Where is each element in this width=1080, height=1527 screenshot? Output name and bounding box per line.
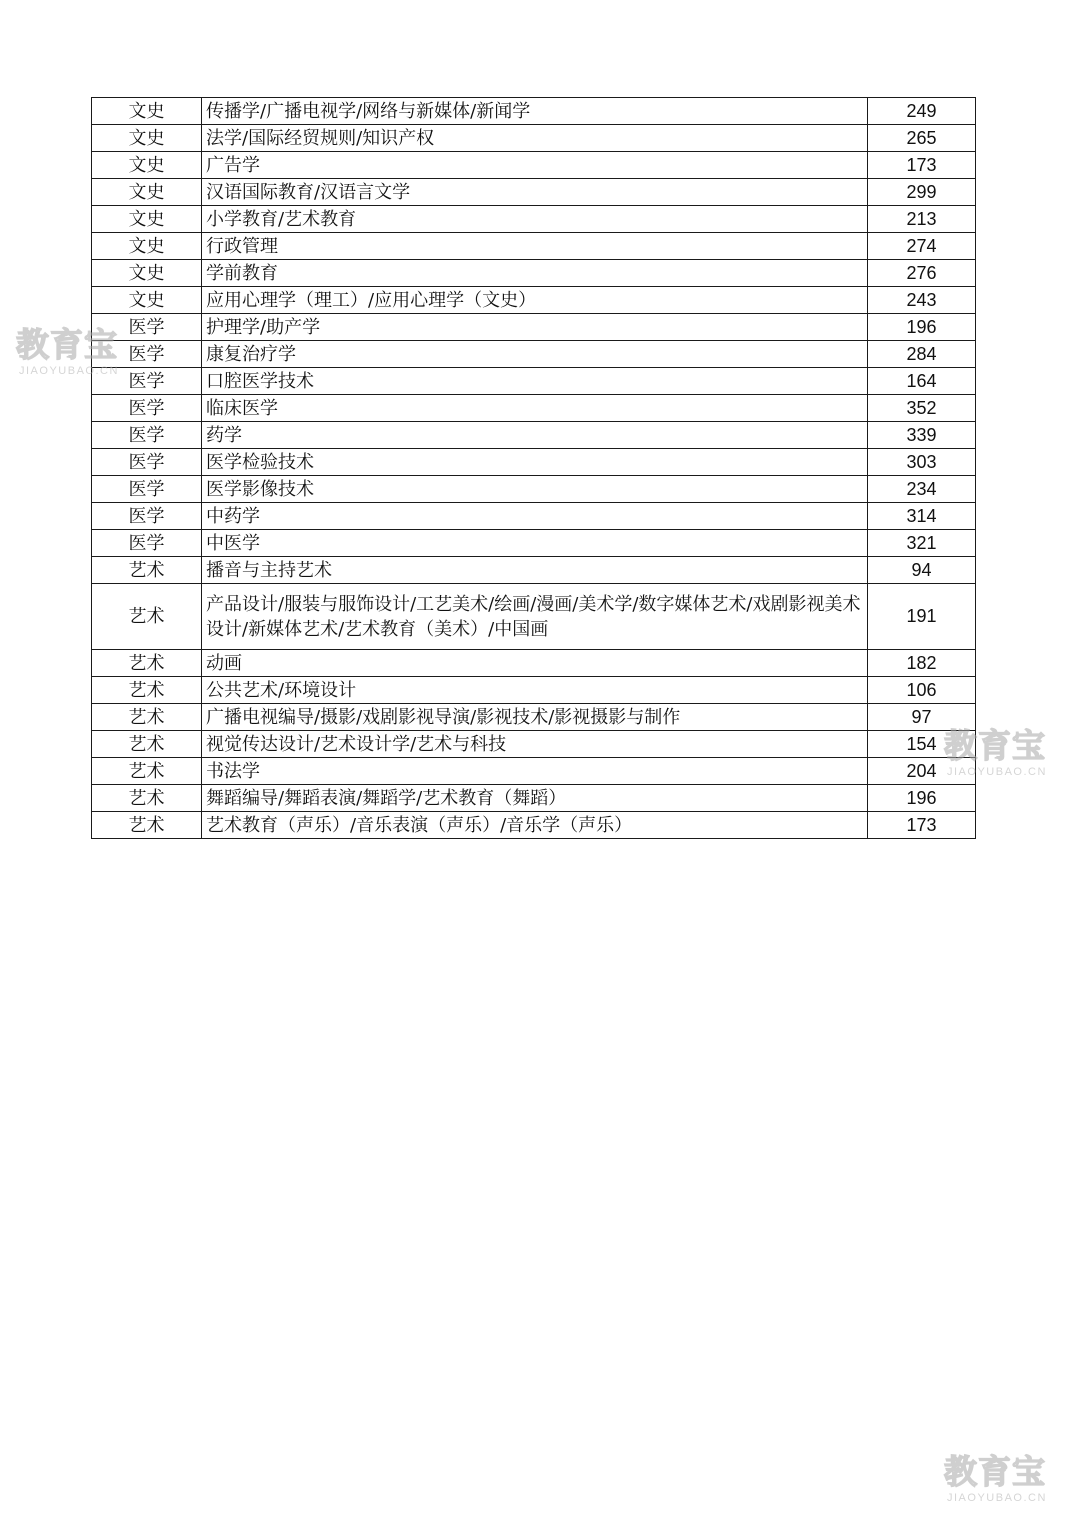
table-row [92, 125, 976, 152]
category-cell: 艺术 [92, 812, 202, 839]
watermark-url: JIAOYUBAO.CN [947, 766, 1047, 778]
table-row [92, 260, 976, 287]
table-row [92, 758, 976, 785]
category-cell: 艺术 [92, 785, 202, 812]
score-cell: 196 [868, 785, 976, 812]
major-cell: 药学 [202, 422, 868, 449]
table-row [92, 395, 976, 422]
category-cell: 文史 [92, 233, 202, 260]
table-row [92, 812, 976, 839]
watermark-text: 教育宝 [944, 1452, 1046, 1491]
score-table-body [92, 98, 976, 839]
major-cell: 广播电视编导/摄影/戏剧影视导演/影视技术/影视摄影与制作 [202, 704, 868, 731]
score-table [91, 97, 976, 839]
major-cell: 临床医学 [202, 395, 868, 422]
score-cell: 191 [868, 584, 976, 650]
table-row [92, 503, 976, 530]
watermark-logo [944, 1453, 1064, 1517]
score-cell: 196 [868, 314, 976, 341]
score-cell: 249 [868, 98, 976, 125]
category-cell: 文史 [92, 260, 202, 287]
table-row [92, 179, 976, 206]
score-cell: 204 [868, 758, 976, 785]
watermark-text: 教育宝 [16, 325, 118, 364]
table-row [92, 206, 976, 233]
watermark-url: JIAOYUBAO.CN [947, 1492, 1047, 1504]
category-cell: 艺术 [92, 731, 202, 758]
major-cell: 康复治疗学 [202, 341, 868, 368]
score-cell: 321 [868, 530, 976, 557]
table-row [92, 650, 976, 677]
major-cell: 小学教育/艺术教育 [202, 206, 868, 233]
category-cell: 文史 [92, 287, 202, 314]
score-cell: 314 [868, 503, 976, 530]
category-cell: 医学 [92, 314, 202, 341]
major-cell: 法学/国际经贸规则/知识产权 [202, 125, 868, 152]
category-cell: 文史 [92, 98, 202, 125]
score-cell: 299 [868, 179, 976, 206]
category-cell: 医学 [92, 422, 202, 449]
major-cell: 舞蹈编导/舞蹈表演/舞蹈学/艺术教育（舞蹈） [202, 785, 868, 812]
watermark-url: JIAOYUBAO.CN [19, 365, 119, 377]
category-cell: 艺术 [92, 758, 202, 785]
category-cell: 医学 [92, 476, 202, 503]
score-cell: 243 [868, 287, 976, 314]
major-cell: 汉语国际教育/汉语言文学 [202, 179, 868, 206]
major-cell: 应用心理学（理工）/应用心理学（文史） [202, 287, 868, 314]
major-cell: 传播学/广播电视学/网络与新媒体/新闻学 [202, 98, 868, 125]
table-row [92, 98, 976, 125]
table-row [92, 341, 976, 368]
category-cell: 艺术 [92, 677, 202, 704]
category-cell: 文史 [92, 152, 202, 179]
table-row [92, 233, 976, 260]
major-cell: 广告学 [202, 152, 868, 179]
major-cell: 护理学/助产学 [202, 314, 868, 341]
table-row [92, 731, 976, 758]
major-cell: 医学影像技术 [202, 476, 868, 503]
category-cell: 医学 [92, 449, 202, 476]
category-cell: 医学 [92, 395, 202, 422]
major-cell: 中药学 [202, 503, 868, 530]
major-cell: 书法学 [202, 758, 868, 785]
score-cell: 173 [868, 812, 976, 839]
score-cell: 303 [868, 449, 976, 476]
major-cell: 艺术教育（声乐）/音乐表演（声乐）/音乐学（声乐） [202, 812, 868, 839]
category-cell: 艺术 [92, 704, 202, 731]
score-cell: 173 [868, 152, 976, 179]
table-row [92, 677, 976, 704]
table-row [92, 287, 976, 314]
score-cell: 274 [868, 233, 976, 260]
major-cell: 公共艺术/环境设计 [202, 677, 868, 704]
table-row [92, 785, 976, 812]
score-cell: 164 [868, 368, 976, 395]
score-cell: 284 [868, 341, 976, 368]
table-row [92, 704, 976, 731]
category-cell: 文史 [92, 179, 202, 206]
category-cell: 医学 [92, 530, 202, 557]
table-row [92, 557, 976, 584]
score-cell: 265 [868, 125, 976, 152]
major-cell: 口腔医学技术 [202, 368, 868, 395]
category-cell: 医学 [92, 503, 202, 530]
major-cell: 产品设计/服装与服饰设计/工艺美术/绘画/漫画/美术学/数字媒体艺术/戏剧影视美术设计/新媒体艺术/艺术教育（美术）/中国画 [202, 584, 868, 650]
table-row [92, 530, 976, 557]
major-cell: 视觉传达设计/艺术设计学/艺术与科技 [202, 731, 868, 758]
watermark-text: 教育宝 [944, 726, 1046, 765]
score-cell: 154 [868, 731, 976, 758]
table-row [92, 152, 976, 179]
table-row [92, 449, 976, 476]
table-row [92, 422, 976, 449]
category-cell: 医学 [92, 368, 202, 395]
table-row [92, 368, 976, 395]
score-cell: 234 [868, 476, 976, 503]
category-cell: 艺术 [92, 650, 202, 677]
major-cell: 中医学 [202, 530, 868, 557]
category-cell: 艺术 [92, 557, 202, 584]
category-cell: 医学 [92, 341, 202, 368]
score-cell: 276 [868, 260, 976, 287]
table-row [92, 476, 976, 503]
major-cell: 学前教育 [202, 260, 868, 287]
category-cell: 文史 [92, 125, 202, 152]
major-cell: 播音与主持艺术 [202, 557, 868, 584]
category-cell: 艺术 [92, 584, 202, 650]
major-cell: 行政管理 [202, 233, 868, 260]
score-cell: 97 [868, 704, 976, 731]
category-cell: 文史 [92, 206, 202, 233]
score-cell: 94 [868, 557, 976, 584]
table-row [92, 584, 976, 650]
score-cell: 352 [868, 395, 976, 422]
table-row [92, 314, 976, 341]
score-cell: 213 [868, 206, 976, 233]
score-cell: 182 [868, 650, 976, 677]
score-cell: 339 [868, 422, 976, 449]
major-cell: 动画 [202, 650, 868, 677]
score-cell: 106 [868, 677, 976, 704]
major-cell: 医学检验技术 [202, 449, 868, 476]
